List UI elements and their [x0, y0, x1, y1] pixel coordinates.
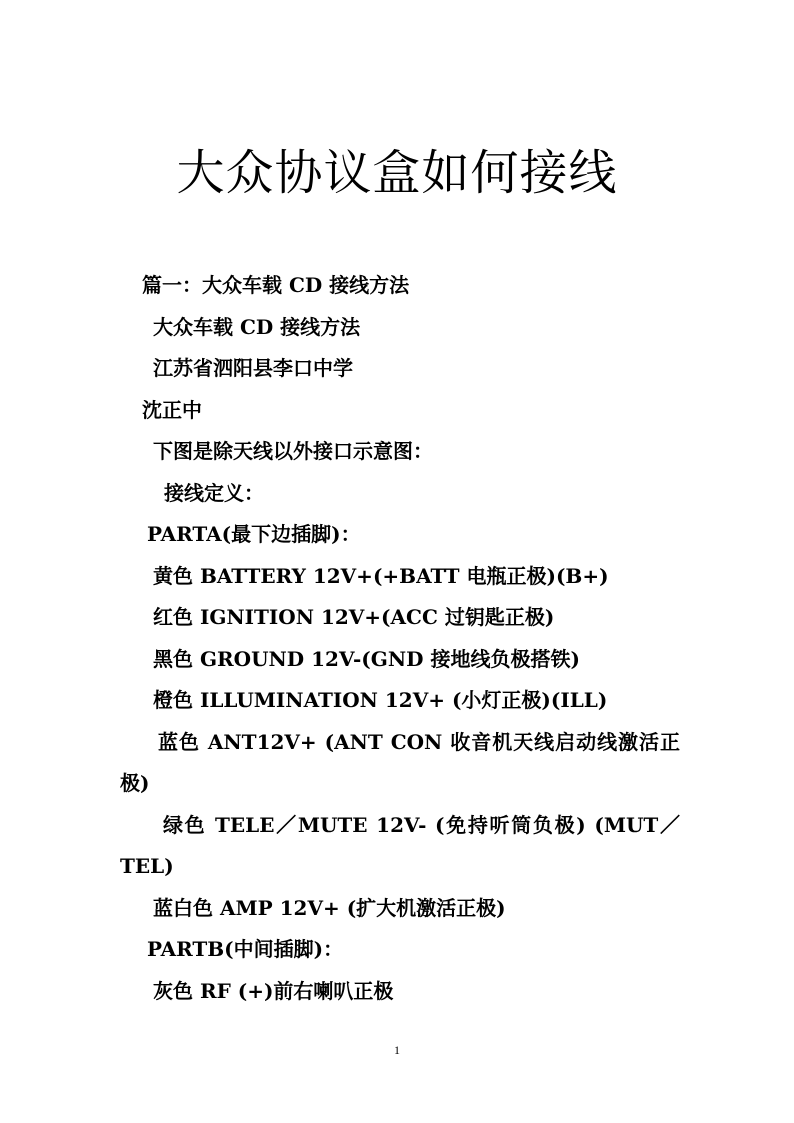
paragraph-line: 江苏省泗阳县李口中学 — [153, 356, 353, 380]
paragraph-line: 大众车载 CD 接线方法 — [153, 314, 361, 339]
paragraph-line: 灰色 RF (+)前右喇叭正极 — [153, 978, 394, 1003]
paragraph-line: 蓝白色 AMP 12V+ (扩大机激活正极) — [153, 895, 506, 920]
paragraph-line: 篇一：大众车载 CD 接线方法 — [142, 273, 410, 297]
paragraph-line: 下图是除天线以外接口示意图： — [153, 439, 433, 463]
paragraph-line: 蓝色 ANT12V+ (ANT CON 收音机天线启动线激活正极) — [120, 729, 680, 795]
paragraph-line: 红色 IGNITION 12V+(ACC 过钥匙正极) — [153, 605, 555, 629]
paragraph-line: PARTA(最下边插脚)： — [147, 522, 361, 546]
page-number: 1 — [394, 1043, 400, 1057]
paragraph-line: PARTB(中间插脚)： — [147, 937, 344, 961]
paragraph-line: 绿色 TELE／MUTE 12V- (免持听筒负极) (MUT／TEL) — [120, 812, 680, 878]
document-title: 大众协议盒如何接线 — [176, 145, 618, 201]
document-body — [120, 265, 680, 1012]
paragraph-line: 黑色 GROUND 12V-(GND 接地线负极搭铁) — [153, 646, 580, 671]
paragraph-line: 沈正中 — [142, 397, 202, 422]
paragraph-line: 黄色 BATTERY 12V+(+BATT 电瓶正极)(B+) — [153, 563, 609, 588]
paragraph-line: 接线定义： — [164, 480, 264, 505]
paragraph-line: 橙色 ILLUMINATION 12V+ (小灯正极)(ILL) — [153, 688, 608, 712]
